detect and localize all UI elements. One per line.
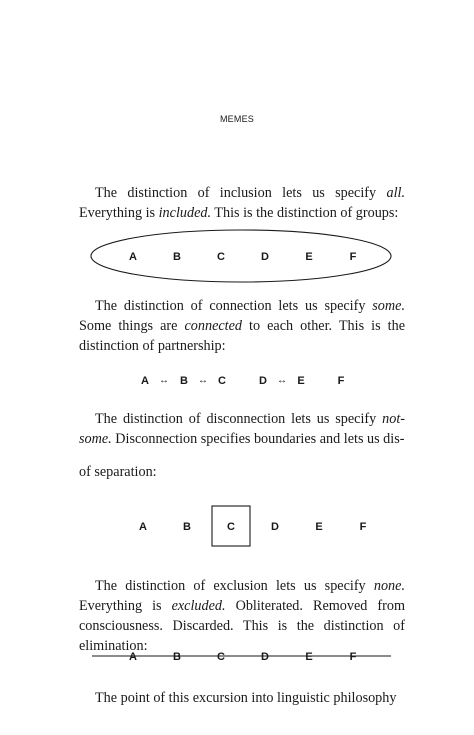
partner-letter-a: A [141, 375, 149, 387]
group-letter-c: C [217, 251, 225, 263]
exclusion-text-3: Obliterated. Removed from consciousness. Discarded. This is the distinction of elimination: [79, 598, 405, 654]
disconnection-emphasis-not-some: not-some. [79, 411, 405, 447]
group-letter-b: B [173, 251, 181, 263]
link-arrow-icon: ↔ [277, 375, 287, 386]
connection-text-2: Some things are [79, 318, 185, 334]
elim-letter-f: F [349, 651, 357, 663]
exclusion-emphasis-excluded: excluded. [171, 598, 226, 614]
partner-letter-d: D [259, 375, 267, 387]
group-letter-d: D [261, 251, 269, 263]
elim-letter-d: D [261, 651, 269, 663]
group-letter-f: F [349, 251, 357, 263]
elim-letter-e: E [305, 651, 313, 663]
partner-letter-c: C [218, 375, 226, 387]
paragraph-separation-line: of separation: [79, 464, 157, 480]
inclusion-text-1: The distinction of inclusion lets us specify [95, 185, 387, 201]
paragraph-closing [79, 688, 405, 708]
partner-letter-b: B [180, 375, 188, 387]
closing-text: The point of this excursion into linguistic philosophy [95, 690, 397, 706]
inclusion-text-3: This is the distinction of groups: [211, 205, 399, 221]
connection-text-1: The distinction of connection lets us specify [95, 298, 373, 314]
connection-emphasis-some: some. [372, 298, 405, 314]
exclusion-text-1: The distinction of exclusion lets us specify [95, 578, 374, 594]
disconnection-text-2: Disconnection specifies boundaries and lets us dis- [111, 431, 405, 447]
elim-letter-a: A [129, 651, 137, 663]
partner-letter-f: F [337, 375, 345, 387]
disconnection-text-1: The distinction of disconnection lets us specify [95, 411, 383, 427]
groups-diagram [0, 229, 474, 285]
connection-text-3: to each other. This is the distinction of partnership: [79, 318, 405, 354]
link-arrow-icon: ↔ [198, 375, 208, 386]
separation-diagram [0, 503, 474, 549]
link-arrow-icon: ↔ [159, 375, 169, 386]
running-header: MEMES [219, 114, 254, 124]
inclusion-text-2: Everything is [79, 205, 159, 221]
sep-letter-c: C [227, 521, 235, 533]
partner-letter-e: E [297, 375, 305, 387]
paragraph-disconnection [79, 409, 405, 449]
sep-letter-e: E [315, 521, 323, 533]
elim-letter-b: B [173, 651, 181, 663]
sep-letter-b: B [183, 521, 191, 533]
elimination-diagram [0, 645, 474, 667]
partnership-diagram [0, 368, 474, 392]
connection-emphasis-connected: connected [184, 318, 242, 334]
sep-letter-f: F [359, 521, 367, 533]
elim-letter-c: C [217, 651, 225, 663]
inclusion-emphasis-included: included. [158, 205, 212, 221]
group-letter-a: A [129, 251, 137, 263]
exclusion-emphasis-none: none. [373, 578, 405, 594]
sep-letter-d: D [271, 521, 279, 533]
paragraph-connection [79, 296, 405, 356]
paragraph-inclusion [79, 183, 405, 223]
paragraph-exclusion [79, 576, 405, 656]
group-letter-e: E [305, 251, 313, 263]
inclusion-emphasis-all: all. [386, 185, 405, 201]
exclusion-text-2: Everything is [79, 598, 172, 614]
sep-letter-a: A [139, 521, 147, 533]
